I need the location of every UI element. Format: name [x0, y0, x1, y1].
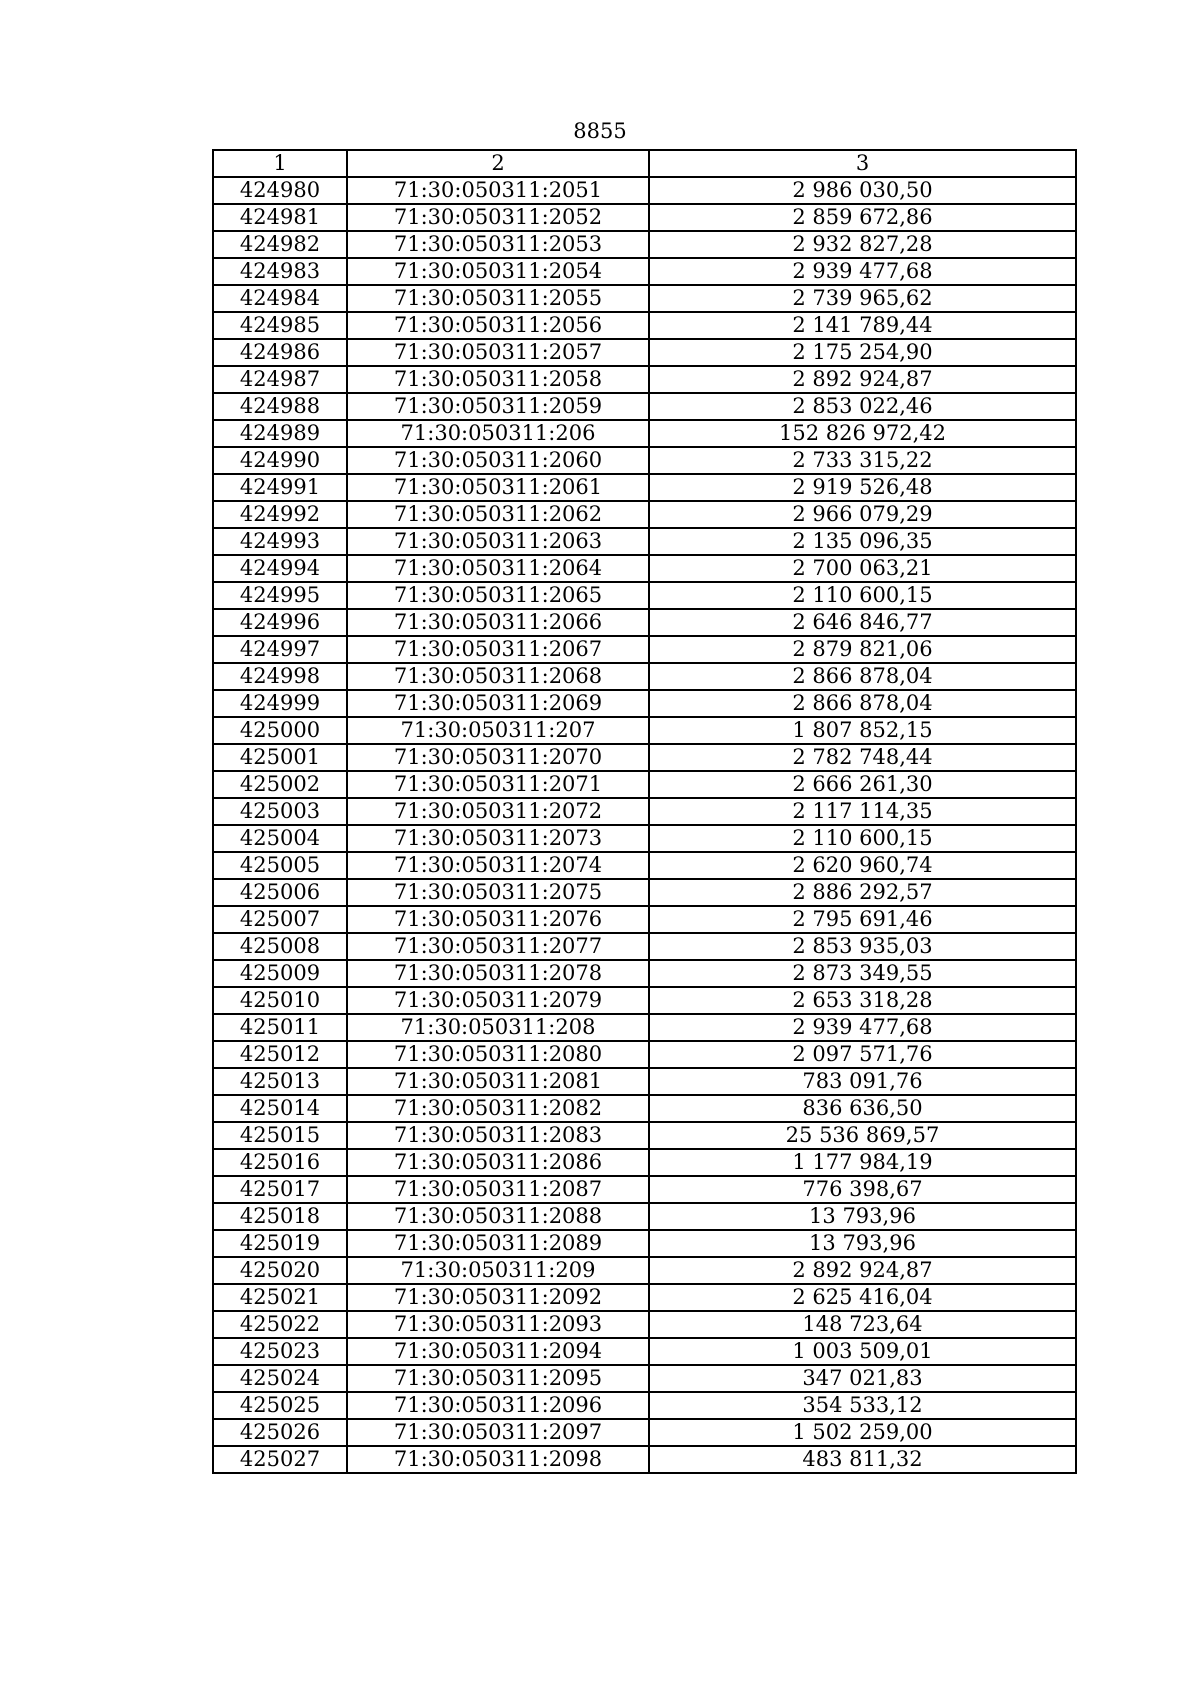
table-row [213, 798, 1076, 825]
cadastral-number-cell: 71:30:050311:2079 [347, 987, 649, 1014]
table-row [213, 1095, 1076, 1122]
cadastral-number-cell: 71:30:050311:2075 [347, 879, 649, 906]
cadastral-number-cell: 71:30:050311:2060 [347, 447, 649, 474]
row-number-cell: 425012 [213, 1041, 347, 1068]
cadastral-number-cell: 71:30:050311:2065 [347, 582, 649, 609]
cadastral-value-cell: 2 795 691,46 [649, 906, 1076, 933]
table-row [213, 1041, 1076, 1068]
cadastral-value-cell: 2 892 924,87 [649, 366, 1076, 393]
row-number-cell: 425024 [213, 1365, 347, 1392]
table-row [213, 825, 1076, 852]
cadastral-value-cell: 2 892 924,87 [649, 1257, 1076, 1284]
cadastral-value-cell: 2 646 846,77 [649, 609, 1076, 636]
cadastral-number-cell: 71:30:050311:2097 [347, 1419, 649, 1446]
cadastral-number-cell: 71:30:050311:2083 [347, 1122, 649, 1149]
table-row [213, 555, 1076, 582]
table-row [213, 1284, 1076, 1311]
row-number-cell: 425026 [213, 1419, 347, 1446]
cadastral-value-cell: 2 097 571,76 [649, 1041, 1076, 1068]
row-number-cell: 424986 [213, 339, 347, 366]
table-row [213, 852, 1076, 879]
row-number-cell: 424992 [213, 501, 347, 528]
cadastral-value-cell: 2 700 063,21 [649, 555, 1076, 582]
table-header-row [213, 150, 1076, 177]
row-number-cell: 425021 [213, 1284, 347, 1311]
table-row [213, 1392, 1076, 1419]
row-number-cell: 425023 [213, 1338, 347, 1365]
cadastral-number-cell: 71:30:050311:2063 [347, 528, 649, 555]
row-number-cell: 424993 [213, 528, 347, 555]
row-number-cell: 425010 [213, 987, 347, 1014]
cadastral-value-cell: 2 966 079,29 [649, 501, 1076, 528]
table-row [213, 879, 1076, 906]
row-number-cell: 425019 [213, 1230, 347, 1257]
cadastral-number-cell: 71:30:050311:2096 [347, 1392, 649, 1419]
table-row [213, 366, 1076, 393]
table-row [213, 312, 1076, 339]
table-row [213, 420, 1076, 447]
row-number-cell: 425025 [213, 1392, 347, 1419]
table-body [213, 177, 1076, 1473]
cadastral-number-cell: 71:30:050311:2071 [347, 771, 649, 798]
cadastral-value-cell: 2 859 672,86 [649, 204, 1076, 231]
cadastral-value-cell: 783 091,76 [649, 1068, 1076, 1095]
cadastral-value-cell: 836 636,50 [649, 1095, 1076, 1122]
table-row [213, 906, 1076, 933]
cadastral-value-cell: 2 653 318,28 [649, 987, 1076, 1014]
table-row [213, 771, 1076, 798]
cadastral-number-cell: 71:30:050311:2092 [347, 1284, 649, 1311]
row-number-cell: 424990 [213, 447, 347, 474]
cadastral-value-cell: 483 811,32 [649, 1446, 1076, 1473]
cadastral-number-cell: 71:30:050311:2051 [347, 177, 649, 204]
cadastral-number-cell: 71:30:050311:2069 [347, 690, 649, 717]
cadastral-value-cell: 25 536 869,57 [649, 1122, 1076, 1149]
row-number-cell: 425000 [213, 717, 347, 744]
cadastral-number-cell: 71:30:050311:2061 [347, 474, 649, 501]
cadastral-number-cell: 71:30:050311:2070 [347, 744, 649, 771]
cadastral-value-cell: 13 793,96 [649, 1230, 1076, 1257]
row-number-cell: 425022 [213, 1311, 347, 1338]
row-number-cell: 424985 [213, 312, 347, 339]
cadastral-value-cell: 2 853 935,03 [649, 933, 1076, 960]
table-row [213, 663, 1076, 690]
cadastral-number-cell: 71:30:050311:2076 [347, 906, 649, 933]
table-row [213, 1122, 1076, 1149]
row-number-cell: 425006 [213, 879, 347, 906]
cadastral-value-cell: 2 175 254,90 [649, 339, 1076, 366]
table-row [213, 177, 1076, 204]
row-number-cell: 424981 [213, 204, 347, 231]
table-row [213, 1068, 1076, 1095]
cadastral-value-cell: 13 793,96 [649, 1203, 1076, 1230]
row-number-cell: 425014 [213, 1095, 347, 1122]
cadastral-value-cell: 152 826 972,42 [649, 420, 1076, 447]
cadastral-value-cell: 1 807 852,15 [649, 717, 1076, 744]
page-number: 8855 [573, 119, 627, 143]
cadastral-number-cell: 71:30:050311:2089 [347, 1230, 649, 1257]
cadastral-value-cell: 2 932 827,28 [649, 231, 1076, 258]
table-row [213, 285, 1076, 312]
table-row [213, 258, 1076, 285]
cadastral-number-cell: 71:30:050311:207 [347, 717, 649, 744]
row-number-cell: 425013 [213, 1068, 347, 1095]
table-row [213, 1230, 1076, 1257]
cadastral-number-cell: 71:30:050311:2059 [347, 393, 649, 420]
row-number-cell: 424999 [213, 690, 347, 717]
row-number-cell: 425027 [213, 1446, 347, 1473]
cadastral-number-cell: 71:30:050311:2080 [347, 1041, 649, 1068]
row-number-cell: 425002 [213, 771, 347, 798]
table-row [213, 1149, 1076, 1176]
cadastral-value-cell: 2 117 114,35 [649, 798, 1076, 825]
cadastral-value-cell: 2 919 526,48 [649, 474, 1076, 501]
cadastral-number-cell: 71:30:050311:2056 [347, 312, 649, 339]
cadastral-number-cell: 71:30:050311:2055 [347, 285, 649, 312]
row-number-cell: 424987 [213, 366, 347, 393]
cadastral-value-cell: 2 625 416,04 [649, 1284, 1076, 1311]
cadastral-value-cell: 2 782 748,44 [649, 744, 1076, 771]
column-header-2: 2 [347, 150, 649, 177]
table-row [213, 393, 1076, 420]
cadastral-value-table [212, 149, 1077, 1474]
cadastral-value-cell: 2 939 477,68 [649, 258, 1076, 285]
table-row [213, 1419, 1076, 1446]
table-row [213, 1257, 1076, 1284]
cadastral-number-cell: 71:30:050311:2077 [347, 933, 649, 960]
cadastral-number-cell: 71:30:050311:2058 [347, 366, 649, 393]
table-row [213, 1203, 1076, 1230]
table-row [213, 933, 1076, 960]
row-number-cell: 424995 [213, 582, 347, 609]
cadastral-value-cell: 2 739 965,62 [649, 285, 1076, 312]
cadastral-value-cell: 347 021,83 [649, 1365, 1076, 1392]
column-header-3: 3 [649, 150, 1076, 177]
row-number-cell: 424996 [213, 609, 347, 636]
table-row [213, 447, 1076, 474]
table-row [213, 1365, 1076, 1392]
column-header-1: 1 [213, 150, 347, 177]
cadastral-number-cell: 71:30:050311:2098 [347, 1446, 649, 1473]
row-number-cell: 425005 [213, 852, 347, 879]
cadastral-value-cell: 1 502 259,00 [649, 1419, 1076, 1446]
cadastral-number-cell: 71:30:050311:2052 [347, 204, 649, 231]
cadastral-number-cell: 71:30:050311:2062 [347, 501, 649, 528]
row-number-cell: 424991 [213, 474, 347, 501]
row-number-cell: 425003 [213, 798, 347, 825]
row-number-cell: 424998 [213, 663, 347, 690]
cadastral-number-cell: 71:30:050311:2095 [347, 1365, 649, 1392]
row-number-cell: 425015 [213, 1122, 347, 1149]
cadastral-value-cell: 2 866 878,04 [649, 690, 1076, 717]
cadastral-number-cell: 71:30:050311:208 [347, 1014, 649, 1041]
row-number-cell: 424982 [213, 231, 347, 258]
row-number-cell: 424983 [213, 258, 347, 285]
row-number-cell: 424997 [213, 636, 347, 663]
cadastral-number-cell: 71:30:050311:2053 [347, 231, 649, 258]
cadastral-value-cell: 2 110 600,15 [649, 825, 1076, 852]
table-row [213, 690, 1076, 717]
row-number-cell: 425007 [213, 906, 347, 933]
cadastral-value-cell: 2 666 261,30 [649, 771, 1076, 798]
cadastral-value-cell: 2 986 030,50 [649, 177, 1076, 204]
cadastral-number-cell: 71:30:050311:2073 [347, 825, 649, 852]
row-number-cell: 425017 [213, 1176, 347, 1203]
cadastral-value-cell: 2 939 477,68 [649, 1014, 1076, 1041]
cadastral-number-cell: 71:30:050311:2082 [347, 1095, 649, 1122]
cadastral-number-cell: 71:30:050311:2087 [347, 1176, 649, 1203]
table-row [213, 474, 1076, 501]
cadastral-value-cell: 2 879 821,06 [649, 636, 1076, 663]
table-row [213, 501, 1076, 528]
cadastral-number-cell: 71:30:050311:206 [347, 420, 649, 447]
cadastral-value-cell: 2 110 600,15 [649, 582, 1076, 609]
cadastral-number-cell: 71:30:050311:209 [347, 1257, 649, 1284]
table-row [213, 582, 1076, 609]
cadastral-number-cell: 71:30:050311:2064 [347, 555, 649, 582]
cadastral-value-cell: 354 533,12 [649, 1392, 1076, 1419]
row-number-cell: 425020 [213, 1257, 347, 1284]
cadastral-value-cell: 2 135 096,35 [649, 528, 1076, 555]
table-row [213, 987, 1076, 1014]
row-number-cell: 424980 [213, 177, 347, 204]
row-number-cell: 425001 [213, 744, 347, 771]
table-row [213, 717, 1076, 744]
cadastral-value-cell: 148 723,64 [649, 1311, 1076, 1338]
row-number-cell: 425004 [213, 825, 347, 852]
row-number-cell: 425018 [213, 1203, 347, 1230]
table-row [213, 960, 1076, 987]
table-row [213, 609, 1076, 636]
cadastral-value-cell: 776 398,67 [649, 1176, 1076, 1203]
cadastral-number-cell: 71:30:050311:2081 [347, 1068, 649, 1095]
cadastral-value-cell: 2 141 789,44 [649, 312, 1076, 339]
cadastral-number-cell: 71:30:050311:2078 [347, 960, 649, 987]
table-row [213, 204, 1076, 231]
cadastral-value-cell: 2 733 315,22 [649, 447, 1076, 474]
cadastral-value-cell: 1 177 984,19 [649, 1149, 1076, 1176]
cadastral-number-cell: 71:30:050311:2094 [347, 1338, 649, 1365]
cadastral-value-cell: 1 003 509,01 [649, 1338, 1076, 1365]
table-row [213, 1014, 1076, 1041]
cadastral-number-cell: 71:30:050311:2067 [347, 636, 649, 663]
row-number-cell: 424994 [213, 555, 347, 582]
cadastral-number-cell: 71:30:050311:2093 [347, 1311, 649, 1338]
row-number-cell: 424989 [213, 420, 347, 447]
cadastral-value-cell: 2 866 878,04 [649, 663, 1076, 690]
cadastral-number-cell: 71:30:050311:2066 [347, 609, 649, 636]
table-row [213, 528, 1076, 555]
row-number-cell: 425011 [213, 1014, 347, 1041]
cadastral-number-cell: 71:30:050311:2054 [347, 258, 649, 285]
row-number-cell: 425016 [213, 1149, 347, 1176]
table-row [213, 1176, 1076, 1203]
cadastral-number-cell: 71:30:050311:2088 [347, 1203, 649, 1230]
row-number-cell: 424984 [213, 285, 347, 312]
cadastral-value-cell: 2 853 022,46 [649, 393, 1076, 420]
row-number-cell: 425008 [213, 933, 347, 960]
table-row [213, 1446, 1076, 1473]
cadastral-number-cell: 71:30:050311:2074 [347, 852, 649, 879]
cadastral-value-cell: 2 873 349,55 [649, 960, 1076, 987]
cadastral-value-cell: 2 886 292,57 [649, 879, 1076, 906]
table-row [213, 231, 1076, 258]
cadastral-number-cell: 71:30:050311:2057 [347, 339, 649, 366]
cadastral-number-cell: 71:30:050311:2086 [347, 1149, 649, 1176]
table-row [213, 339, 1076, 366]
cadastral-number-cell: 71:30:050311:2068 [347, 663, 649, 690]
row-number-cell: 424988 [213, 393, 347, 420]
cadastral-number-cell: 71:30:050311:2072 [347, 798, 649, 825]
table-row [213, 1311, 1076, 1338]
table-row [213, 636, 1076, 663]
cadastral-value-cell: 2 620 960,74 [649, 852, 1076, 879]
table-row [213, 1338, 1076, 1365]
row-number-cell: 425009 [213, 960, 347, 987]
table-row [213, 744, 1076, 771]
table-header [213, 150, 1076, 177]
